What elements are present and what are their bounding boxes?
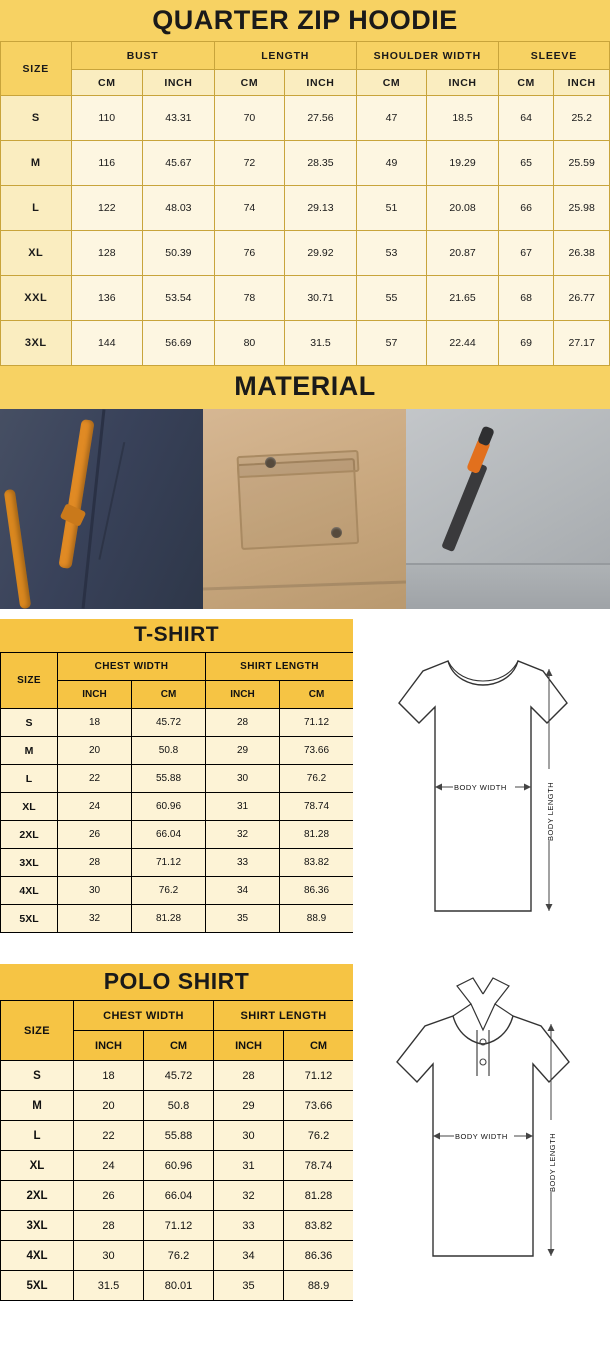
polo-cell: 78.74 — [284, 1151, 354, 1181]
hoodie-header-row — [1, 42, 610, 70]
hoodie-cell: 45.67 — [143, 141, 215, 186]
polo-row-size: 3XL — [1, 1211, 74, 1241]
tshirt-unit-length-inch: INCH — [206, 681, 280, 709]
table-row — [1, 737, 354, 765]
polo-cell: 76.2 — [144, 1241, 214, 1271]
polo-cell: 32 — [214, 1181, 284, 1211]
hoodie-cell: 30.71 — [285, 276, 357, 321]
hoodie-col-length: LENGTH — [214, 42, 356, 70]
table-row — [1, 1151, 354, 1181]
tshirt-cell: 32 — [58, 905, 132, 933]
tshirt-row-size: 2XL — [1, 821, 58, 849]
tshirt-col-shirt-length: SHIRT LENGTH — [206, 653, 354, 681]
hoodie-col-shoulder-width: SHOULDER WIDTH — [356, 42, 498, 70]
polo-cell: 50.8 — [144, 1091, 214, 1121]
tshirt-cell: 78.74 — [280, 793, 354, 821]
tshirt-figure-column — [353, 619, 610, 954]
polo-row-size: M — [1, 1091, 74, 1121]
polo-header-row — [1, 1001, 354, 1031]
polo-cell: 88.9 — [284, 1271, 354, 1301]
hoodie-cell: 49 — [356, 141, 427, 186]
tshirt-body-length-label: BODY LENGTH — [546, 782, 555, 842]
polo-cell: 30 — [214, 1121, 284, 1151]
polo-cell: 31.5 — [74, 1271, 144, 1301]
hoodie-cell: 65 — [498, 141, 554, 186]
hoodie-cell: 53.54 — [143, 276, 215, 321]
hoodie-cell: 25.59 — [554, 141, 610, 186]
tshirt-unit-length-cm: CM — [280, 681, 354, 709]
polo-cell: 66.04 — [144, 1181, 214, 1211]
polo-cell: 29 — [214, 1091, 284, 1121]
polo-cell: 28 — [74, 1211, 144, 1241]
tshirt-cell: 45.72 — [132, 709, 206, 737]
polo-row-size: XL — [1, 1151, 74, 1181]
hoodie-title: QUARTER ZIP HOODIE — [0, 0, 610, 41]
hoodie-cell: 20.87 — [427, 231, 499, 276]
tshirt-row-size: M — [1, 737, 58, 765]
polo-cell: 22 — [74, 1121, 144, 1151]
table-row — [1, 1091, 354, 1121]
polo-cell: 83.82 — [284, 1211, 354, 1241]
hoodie-col-sleeve: SLEEVE — [498, 42, 609, 70]
hoodie-unit-row — [1, 70, 610, 96]
tshirt-cell: 76.2 — [280, 765, 354, 793]
hoodie-cell: 55 — [356, 276, 427, 321]
grey-fabric-pen-photo — [406, 409, 610, 609]
hoodie-row-size: XL — [1, 231, 72, 276]
hoodie-cell: 78 — [214, 276, 285, 321]
polo-cell: 35 — [214, 1271, 284, 1301]
hoodie-cell: 122 — [71, 186, 143, 231]
hoodie-cell: 27.17 — [554, 321, 610, 366]
hoodie-section — [0, 0, 610, 366]
table-row — [1, 321, 610, 366]
hoodie-cell: 68 — [498, 276, 554, 321]
tshirt-cell: 71.12 — [280, 709, 354, 737]
tshirt-unit-chest-inch: INCH — [58, 681, 132, 709]
polo-title: POLO SHIRT — [0, 964, 353, 1000]
table-row — [1, 709, 354, 737]
polo-cell: 34 — [214, 1241, 284, 1271]
table-row — [1, 765, 354, 793]
hoodie-unit-length-inch: INCH — [285, 70, 357, 96]
hoodie-col-bust: BUST — [71, 42, 214, 70]
hoodie-unit-length-cm: CM — [214, 70, 285, 96]
tshirt-cell: 30 — [58, 877, 132, 905]
polo-cell: 80.01 — [144, 1271, 214, 1301]
polo-col-chest-width: CHEST WIDTH — [74, 1001, 214, 1031]
tshirt-section — [0, 619, 610, 954]
table-row — [1, 186, 610, 231]
material-title: MATERIAL — [0, 366, 610, 409]
tshirt-row-size: S — [1, 709, 58, 737]
polo-cell: 24 — [74, 1151, 144, 1181]
hoodie-cell: 64 — [498, 96, 554, 141]
polo-cell: 31 — [214, 1151, 284, 1181]
hoodie-cell: 70 — [214, 96, 285, 141]
hoodie-cell: 69 — [498, 321, 554, 366]
hoodie-unit-shoulder-cm: CM — [356, 70, 427, 96]
hoodie-cell: 25.98 — [554, 186, 610, 231]
hoodie-cell: 67 — [498, 231, 554, 276]
hoodie-cell: 43.31 — [143, 96, 215, 141]
hoodie-cell: 22.44 — [427, 321, 499, 366]
hoodie-cell: 26.38 — [554, 231, 610, 276]
table-row — [1, 821, 354, 849]
hoodie-cell: 136 — [71, 276, 143, 321]
tshirt-cell: 28 — [58, 849, 132, 877]
table-row — [1, 1211, 354, 1241]
tshirt-cell: 33 — [206, 849, 280, 877]
hoodie-cell: 80 — [214, 321, 285, 366]
table-row — [1, 1271, 354, 1301]
tshirt-cell: 30 — [206, 765, 280, 793]
polo-row-size: 4XL — [1, 1241, 74, 1271]
table-row — [1, 1181, 354, 1211]
tshirt-header-row — [1, 653, 354, 681]
hoodie-cell: 53 — [356, 231, 427, 276]
tshirt-col-size: SIZE — [1, 653, 58, 709]
polo-cell: 76.2 — [284, 1121, 354, 1151]
table-row — [1, 877, 354, 905]
polo-row-size: S — [1, 1061, 74, 1091]
table-row — [1, 905, 354, 933]
tshirt-cell: 29 — [206, 737, 280, 765]
hoodie-cell: 76 — [214, 231, 285, 276]
hoodie-cell: 27.56 — [285, 96, 357, 141]
polo-cell: 18 — [74, 1061, 144, 1091]
polo-figure-column — [353, 964, 610, 1301]
spacer — [0, 609, 610, 619]
hoodie-cell: 74 — [214, 186, 285, 231]
hoodie-cell: 31.5 — [285, 321, 357, 366]
tshirt-cell: 86.36 — [280, 877, 354, 905]
polo-col-size: SIZE — [1, 1001, 74, 1061]
polo-cell: 71.12 — [284, 1061, 354, 1091]
hoodie-cell: 25.2 — [554, 96, 610, 141]
hoodie-unit-sleeve-cm: CM — [498, 70, 554, 96]
tshirt-row-size: XL — [1, 793, 58, 821]
hoodie-unit-sleeve-inch: INCH — [554, 70, 610, 96]
hoodie-cell: 110 — [71, 96, 143, 141]
polo-unit-chest-inch: INCH — [74, 1031, 144, 1061]
table-row — [1, 1241, 354, 1271]
hoodie-cell: 66 — [498, 186, 554, 231]
tshirt-cell: 81.28 — [132, 905, 206, 933]
polo-cell: 73.66 — [284, 1091, 354, 1121]
hoodie-cell: 48.03 — [143, 186, 215, 231]
hoodie-row-size: 3XL — [1, 321, 72, 366]
hoodie-row-size: S — [1, 96, 72, 141]
tshirt-cell: 22 — [58, 765, 132, 793]
tshirt-cell: 71.12 — [132, 849, 206, 877]
navy-hoodie-drawstring-photo — [0, 409, 203, 609]
tshirt-cell: 73.66 — [280, 737, 354, 765]
polo-body-length-label: BODY LENGTH — [548, 1133, 557, 1193]
polo-cell: 60.96 — [144, 1151, 214, 1181]
table-row — [1, 96, 610, 141]
hoodie-cell: 56.69 — [143, 321, 215, 366]
hoodie-unit-bust-cm: CM — [71, 70, 143, 96]
table-row — [1, 231, 610, 276]
hoodie-size-table — [0, 41, 610, 366]
tshirt-cell: 35 — [206, 905, 280, 933]
tshirt-cell: 34 — [206, 877, 280, 905]
hoodie-cell: 21.65 — [427, 276, 499, 321]
tshirt-unit-chest-cm: CM — [132, 681, 206, 709]
tshirt-body-width-label: BODY WIDTH — [454, 783, 507, 793]
hoodie-cell: 28.35 — [285, 141, 357, 186]
hoodie-cell: 57 — [356, 321, 427, 366]
hoodie-cell: 18.5 — [427, 96, 499, 141]
tshirt-cell: 32 — [206, 821, 280, 849]
hoodie-cell: 26.77 — [554, 276, 610, 321]
tshirt-col-chest-width: CHEST WIDTH — [58, 653, 206, 681]
hoodie-cell: 29.13 — [285, 186, 357, 231]
polo-body-width-label: BODY WIDTH — [455, 1132, 508, 1142]
polo-cell: 86.36 — [284, 1241, 354, 1271]
hoodie-cell: 50.39 — [143, 231, 215, 276]
table-row — [1, 276, 610, 321]
spacer — [0, 954, 610, 964]
tshirt-row-size: 3XL — [1, 849, 58, 877]
polo-cell: 33 — [214, 1211, 284, 1241]
tshirt-row-size: 5XL — [1, 905, 58, 933]
hoodie-unit-shoulder-inch: INCH — [427, 70, 499, 96]
polo-row-size: 5XL — [1, 1271, 74, 1301]
tshirt-cell: 24 — [58, 793, 132, 821]
hoodie-cell: 72 — [214, 141, 285, 186]
polo-size-table — [0, 1000, 354, 1301]
tshirt-size-table — [0, 652, 354, 933]
tshirt-diagram — [353, 619, 610, 949]
hoodie-row-size: L — [1, 186, 72, 231]
table-row — [1, 141, 610, 186]
hoodie-cell: 144 — [71, 321, 143, 366]
table-row — [1, 1061, 354, 1091]
tshirt-cell: 66.04 — [132, 821, 206, 849]
hoodie-cell: 29.92 — [285, 231, 357, 276]
tshirt-cell: 26 — [58, 821, 132, 849]
tshirt-cell: 83.82 — [280, 849, 354, 877]
hoodie-cell: 51 — [356, 186, 427, 231]
polo-cell: 71.12 — [144, 1211, 214, 1241]
hoodie-unit-bust-inch: INCH — [143, 70, 215, 96]
polo-cell: 45.72 — [144, 1061, 214, 1091]
tshirt-row-size: 4XL — [1, 877, 58, 905]
hoodie-cell: 116 — [71, 141, 143, 186]
tshirt-cell: 88.9 — [280, 905, 354, 933]
tshirt-cell: 76.2 — [132, 877, 206, 905]
hoodie-row-size: M — [1, 141, 72, 186]
table-row — [1, 849, 354, 877]
tshirt-title: T-SHIRT — [0, 619, 353, 652]
tshirt-cell: 20 — [58, 737, 132, 765]
polo-cell: 55.88 — [144, 1121, 214, 1151]
polo-row-size: 2XL — [1, 1181, 74, 1211]
polo-cell: 20 — [74, 1091, 144, 1121]
tshirt-cell: 50.8 — [132, 737, 206, 765]
tshirt-table-column — [0, 619, 353, 954]
polo-table-column — [0, 964, 353, 1301]
khaki-sleeve-pocket-photo — [203, 409, 406, 609]
material-photo-row — [0, 409, 610, 609]
polo-cell: 30 — [74, 1241, 144, 1271]
polo-row-size: L — [1, 1121, 74, 1151]
polo-diagram — [353, 964, 610, 1274]
polo-col-shirt-length: SHIRT LENGTH — [214, 1001, 354, 1031]
hoodie-cell: 19.29 — [427, 141, 499, 186]
tshirt-cell: 81.28 — [280, 821, 354, 849]
hoodie-col-size: SIZE — [1, 42, 72, 96]
table-row — [1, 1121, 354, 1151]
polo-cell: 28 — [214, 1061, 284, 1091]
polo-unit-length-cm: CM — [284, 1031, 354, 1061]
tshirt-cell: 60.96 — [132, 793, 206, 821]
tshirt-row-size: L — [1, 765, 58, 793]
tshirt-cell: 18 — [58, 709, 132, 737]
polo-cell: 81.28 — [284, 1181, 354, 1211]
polo-section — [0, 964, 610, 1301]
hoodie-cell: 20.08 — [427, 186, 499, 231]
polo-unit-length-inch: INCH — [214, 1031, 284, 1061]
polo-cell: 26 — [74, 1181, 144, 1211]
hoodie-row-size: XXL — [1, 276, 72, 321]
tshirt-cell: 31 — [206, 793, 280, 821]
table-row — [1, 793, 354, 821]
hoodie-cell: 128 — [71, 231, 143, 276]
tshirt-cell: 55.88 — [132, 765, 206, 793]
hoodie-cell: 47 — [356, 96, 427, 141]
tshirt-cell: 28 — [206, 709, 280, 737]
polo-unit-chest-cm: CM — [144, 1031, 214, 1061]
